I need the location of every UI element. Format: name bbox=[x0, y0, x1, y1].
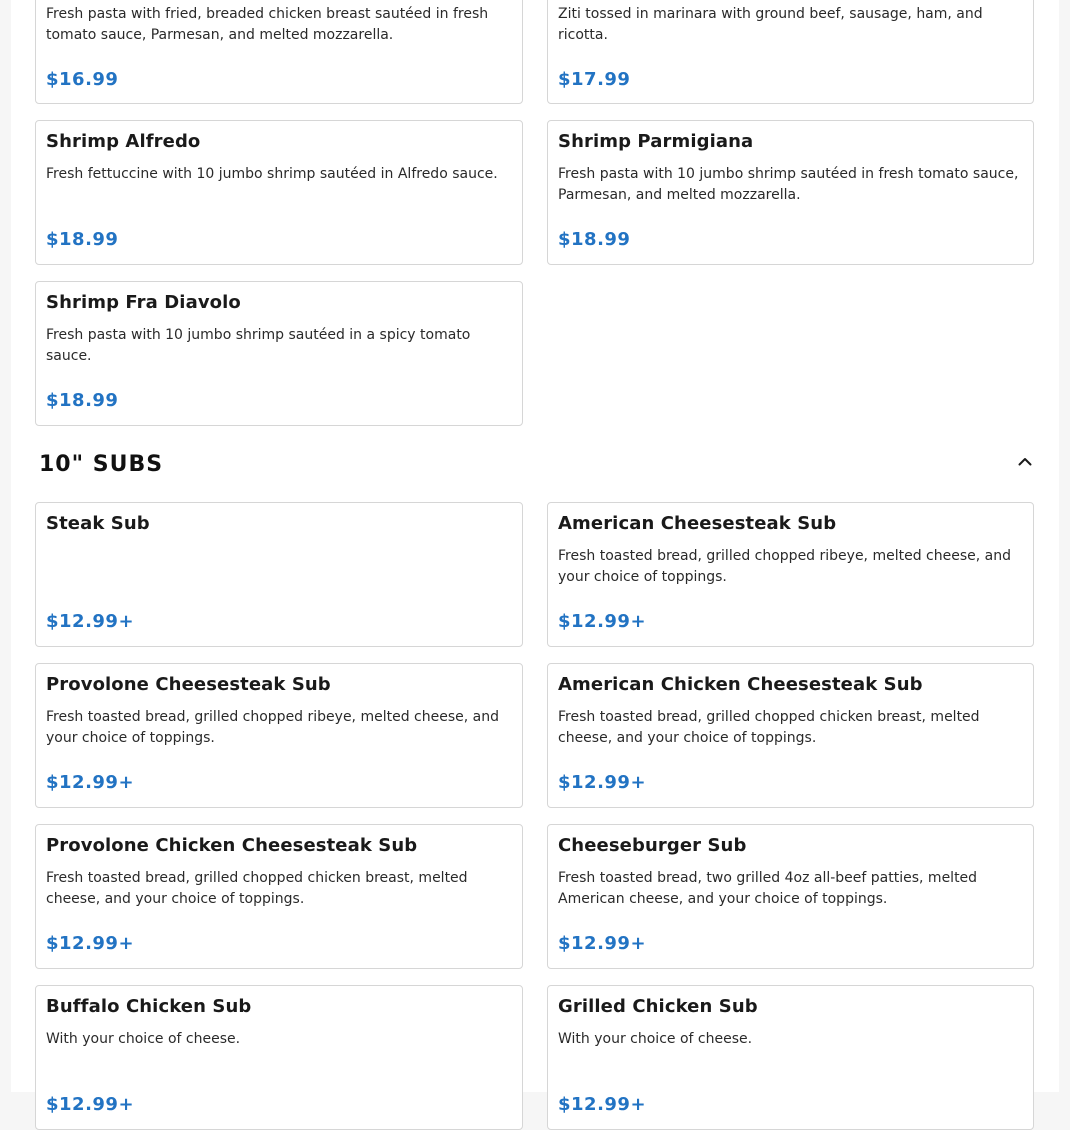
menu-item-description: Fresh toasted bread, grilled chopped chicken breast, melted cheese, and your choice of toppings. bbox=[46, 870, 468, 907]
menu-item-description: Fresh fettuccine with 10 jumbo shrimp sautéed in Alfredo sauce. bbox=[46, 166, 498, 182]
menu-item-card[interactable] bbox=[35, 0, 523, 104]
menu-item-price: $16.99 bbox=[46, 69, 119, 90]
menu-item-price: $18.99 bbox=[46, 390, 119, 411]
menu-item-price: $12.99+ bbox=[46, 933, 135, 954]
menu-item-name: American Cheesesteak Sub bbox=[558, 513, 837, 534]
menu-item-card[interactable] bbox=[35, 663, 523, 808]
menu-item-description: Fresh pasta with 10 jumbo shrimp sautéed in a spicy tomato sauce. bbox=[46, 327, 471, 364]
menu-item-description: With your choice of cheese. bbox=[46, 1031, 241, 1047]
menu-item-card[interactable] bbox=[547, 0, 1034, 104]
menu-item-card[interactable] bbox=[547, 502, 1034, 647]
menu-item-name: Buffalo Chicken Sub bbox=[46, 996, 252, 1017]
menu-item-card[interactable] bbox=[35, 281, 523, 426]
menu-item-price: $18.99 bbox=[46, 229, 119, 250]
menu-item-card[interactable] bbox=[547, 663, 1034, 808]
menu-item-card[interactable] bbox=[35, 824, 523, 969]
menu-item-card[interactable] bbox=[35, 120, 523, 265]
menu-item-card[interactable] bbox=[547, 824, 1034, 969]
menu-item-description: Fresh toasted bread, two grilled 4oz all-beef patties, melted American cheese, and your choice of toppings. bbox=[558, 870, 978, 907]
menu-item-name: Shrimp Fra Diavolo bbox=[46, 292, 241, 313]
menu-item-price: $12.99+ bbox=[558, 611, 647, 632]
menu-item-price: $12.99+ bbox=[46, 611, 135, 632]
menu-item-card[interactable] bbox=[547, 985, 1034, 1130]
menu-item-name: Provolone Chicken Cheesesteak Sub bbox=[46, 835, 418, 856]
menu-item-price: $18.99 bbox=[558, 229, 631, 250]
menu-item-name: Shrimp Parmigiana bbox=[558, 131, 754, 152]
menu-item-description: Fresh toasted bread, grilled chopped ribeye, melted cheese, and your choice of toppings. bbox=[558, 548, 1011, 585]
menu-item-price: $12.99+ bbox=[46, 772, 135, 793]
menu-item-description: Fresh toasted bread, grilled chopped chicken breast, melted cheese, and your choice of toppings. bbox=[558, 709, 980, 746]
menu-item-name: Cheeseburger Sub bbox=[558, 835, 747, 856]
menu-item-description: Ziti tossed in marinara with ground beef, sausage, ham, and ricotta. bbox=[558, 6, 983, 43]
menu-item-name: Steak Sub bbox=[46, 513, 150, 534]
menu-item-price: $12.99+ bbox=[558, 1094, 647, 1115]
menu-item-name: Grilled Chicken Sub bbox=[558, 996, 758, 1017]
menu-item-card[interactable] bbox=[35, 985, 523, 1130]
menu-item-name: Shrimp Alfredo bbox=[46, 131, 201, 152]
menu-item-card[interactable] bbox=[35, 502, 523, 647]
menu-item-price: $17.99 bbox=[558, 69, 631, 90]
menu-item-price: $12.99+ bbox=[46, 1094, 135, 1115]
section-title: 10" SUBS bbox=[39, 452, 164, 477]
menu-item-price: $12.99+ bbox=[558, 933, 647, 954]
menu-item-description: With your choice of cheese. bbox=[558, 1031, 753, 1047]
menu-item-description: Fresh pasta with fried, breaded chicken breast sautéed in fresh tomato sauce, Parmesan, and melted mozzarella. bbox=[46, 6, 489, 43]
menu-item-name: Provolone Cheesesteak Sub bbox=[46, 674, 331, 695]
menu-item-price: $12.99+ bbox=[558, 772, 647, 793]
menu-item-card[interactable] bbox=[547, 120, 1034, 265]
chevron-up-icon bbox=[1013, 450, 1037, 474]
menu-item-description: Fresh pasta with 10 jumbo shrimp sautéed in fresh tomato sauce, Parmesan, and melted mozzarella. bbox=[558, 166, 1019, 203]
menu-item-description: Fresh toasted bread, grilled chopped ribeye, melted cheese, and your choice of toppings. bbox=[46, 709, 499, 746]
section-header-subs[interactable] bbox=[35, 450, 1035, 484]
menu-page bbox=[11, 0, 1059, 1115]
menu-item-name: American Chicken Cheesesteak Sub bbox=[558, 674, 923, 695]
collapse-section-button[interactable] bbox=[1013, 450, 1037, 474]
